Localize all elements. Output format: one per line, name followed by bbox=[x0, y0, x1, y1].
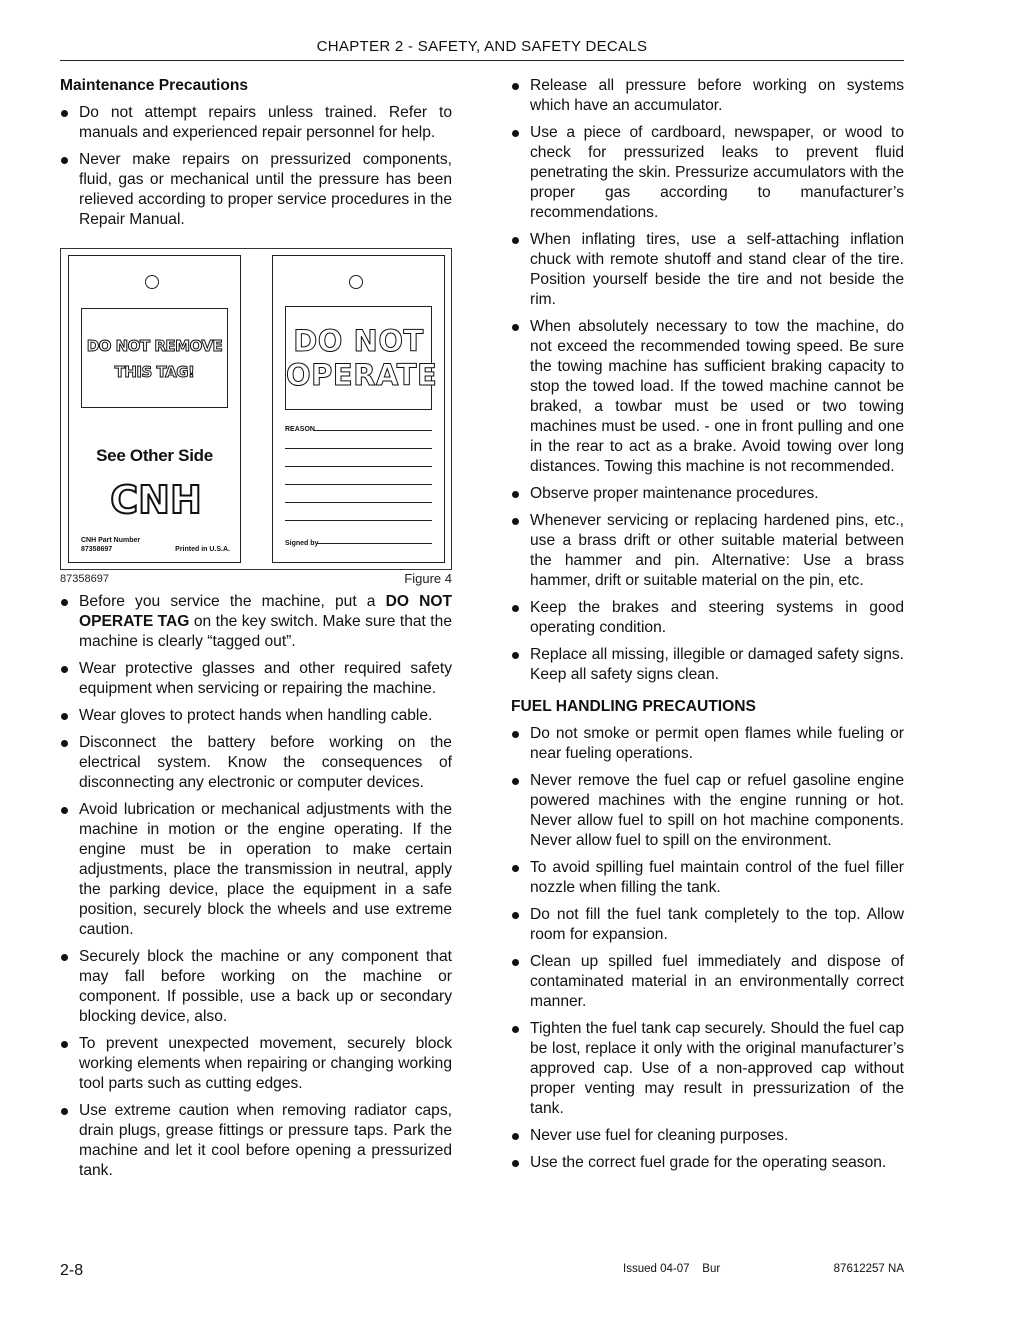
left-column bbox=[60, 76, 452, 1188]
list-item: Observe proper maintenance procedures. bbox=[511, 484, 904, 504]
chapter-header: CHAPTER 2 - SAFETY, AND SAFETY DECALS bbox=[316, 38, 648, 55]
list-item: Wear gloves to protect hands when handling cable. bbox=[60, 706, 452, 726]
do-not-remove-tag bbox=[68, 255, 241, 563]
fuel-handling-title: FUEL HANDLING PRECAUTIONS bbox=[511, 698, 756, 715]
list-item: To avoid spilling fuel maintain control of the fuel filler nozzle when filling the tank. bbox=[511, 858, 904, 898]
right-column bbox=[511, 76, 904, 1180]
document-code: 87612257 NA bbox=[833, 1263, 904, 1275]
list-item: When absolutely necessary to tow the machine, do not exceed the recommended towing speed. Be sure the towing machine has sufficient braking capacity to stop the towed load. If the towed machine cannot be braked, a towbar must be used or two towing machines must be used. - one in front pulling and one in the rear to act as a brake. Avoid towing over long distances. Towing this machine is not recommended. bbox=[511, 317, 904, 477]
blank-line bbox=[285, 520, 432, 521]
list-item: To prevent unexpected movement, securely block working elements when repairing or changing working tool parts such as cutting edges. bbox=[60, 1034, 452, 1094]
tag-part-info: CNH Part Number 87358697 Printed in U.S.A. bbox=[81, 537, 230, 553]
tag-warning-text: DO NOT REMOVE THIS TAG! bbox=[86, 337, 223, 381]
list-item: Do not attempt repairs unless trained. Refer to manuals and experienced repair personnel for help. bbox=[60, 103, 452, 143]
list-item: Use the correct fuel grade for the operating season. bbox=[511, 1153, 904, 1173]
list-item: When inflating tires, use a self-attaching inflation chuck with remote shutoff and stand clear of the tire. Position yourself beside the tire and not beside the rim. bbox=[511, 230, 904, 310]
tag-warning-box bbox=[81, 308, 228, 408]
reason-label: REASON bbox=[285, 426, 315, 433]
list-item: Release all pressure before working on systems which have an accumulator. bbox=[511, 76, 904, 116]
list-item: Securely block the machine or any component that may fall before working on the machine or component. If possible, use a back up or secondary blocking device, also. bbox=[60, 947, 452, 1027]
list-item: Never make repairs on pressurized components, fluid, gas or mechanical until the pressure has been relieved according to proper service procedures in the Repair Manual. bbox=[60, 150, 452, 230]
figure-label: Figure 4 bbox=[404, 571, 452, 586]
do-not-operate-text: DO NOT OPERATE bbox=[286, 324, 438, 392]
signed-by-line bbox=[317, 543, 432, 544]
maintenance-list-continued bbox=[511, 76, 904, 685]
list-item: Clean up spilled fuel immediately and dispose of contaminated material in an environmentally correct manner. bbox=[511, 952, 904, 1012]
list-item: Disconnect the battery before working on the electrical system. Know the consequences of disconnecting any electronic or computer devices. bbox=[60, 733, 452, 793]
issued-info: Issued 04-07 Bur bbox=[623, 1263, 721, 1275]
list-item: Avoid lubrication or mechanical adjustments with the machine in motion or the engine operating. If the engine must be in operation to make certain adjustments, place the transmission in neutral, apply the parking device, place the equipment in a safe position, securely block the wheels and use extreme caution. bbox=[60, 800, 452, 940]
list-item: Do not fill the fuel tank completely to the top. Allow room for expansion. bbox=[511, 905, 904, 945]
figure-caption bbox=[60, 572, 452, 586]
blank-line bbox=[285, 448, 432, 449]
page-number: 2-8 bbox=[60, 1262, 84, 1279]
list-item: Tighten the fuel tank cap securely. Should the fuel cap be lost, replace it only with the original manufacturer’s approved cap. Use of a non-approved cap without proper venting may result in pressurization of the tank. bbox=[511, 1019, 904, 1119]
reason-line bbox=[313, 430, 432, 431]
list-item: Replace all missing, illegible or damaged safety signs. Keep all safety signs clean. bbox=[511, 645, 904, 685]
tag-hole-icon bbox=[145, 275, 159, 289]
maintenance-precautions-title: Maintenance Precautions bbox=[60, 77, 249, 94]
list-item: Never remove the fuel cap or refuel gasoline engine powered machines with the engine running or hot. Never allow fuel to spill on hot machine components. Never allow fuel to spill on the environment. bbox=[511, 771, 904, 851]
blank-line bbox=[285, 466, 432, 467]
blank-line bbox=[285, 502, 432, 503]
do-not-operate-tag bbox=[272, 255, 445, 563]
list-item: Wear protective glasses and other required safety equipment when servicing or repairing the machine. bbox=[60, 659, 452, 699]
list-item: Before you service the machine, put a DO NOT OPERATE TAG on the key switch. Make sure that the machine is clearly “tagged out”. bbox=[60, 592, 452, 652]
list-item: Do not smoke or permit open flames while fueling or near fueling operations. bbox=[511, 724, 904, 764]
tag-hole-icon bbox=[349, 275, 363, 289]
figure-part-code: 87358697 bbox=[60, 573, 109, 585]
fuel-handling-list bbox=[511, 724, 904, 1173]
figure-4-tags bbox=[60, 248, 452, 570]
maintenance-list-top bbox=[60, 103, 452, 230]
svg-text:CNH: CNH bbox=[110, 480, 202, 518]
list-item: Keep the brakes and steering systems in good operating condition. bbox=[511, 598, 904, 638]
see-other-side-text: See Other Side bbox=[96, 446, 213, 465]
list-item: Never use fuel for cleaning purposes. bbox=[511, 1126, 904, 1146]
blank-line bbox=[285, 484, 432, 485]
cnh-logo bbox=[96, 480, 216, 518]
tag-warning-box bbox=[285, 306, 438, 410]
header-rule bbox=[60, 60, 904, 61]
maintenance-list-bottom bbox=[60, 592, 452, 1181]
list-item: Use a piece of cardboard, newspaper, or wood to check for pressurized leaks to prevent fluid penetrating the skin. Pressurize accumulators with the proper gas according to manufacturer’s recommendations. bbox=[511, 123, 904, 223]
signed-by-label: Signed by bbox=[285, 540, 319, 547]
list-item: Whenever servicing or replacing hardened pins, etc., use a brass drift or other suitable material between the hammer and pin. Alternative: Use a brass hammer, drift or suitable material on the pin, etc. bbox=[511, 511, 904, 591]
list-item: Use extreme caution when removing radiator caps, drain plugs, grease fittings or pressure taps. Park the machine and let it cool before opening a pressurized tank. bbox=[60, 1101, 452, 1181]
